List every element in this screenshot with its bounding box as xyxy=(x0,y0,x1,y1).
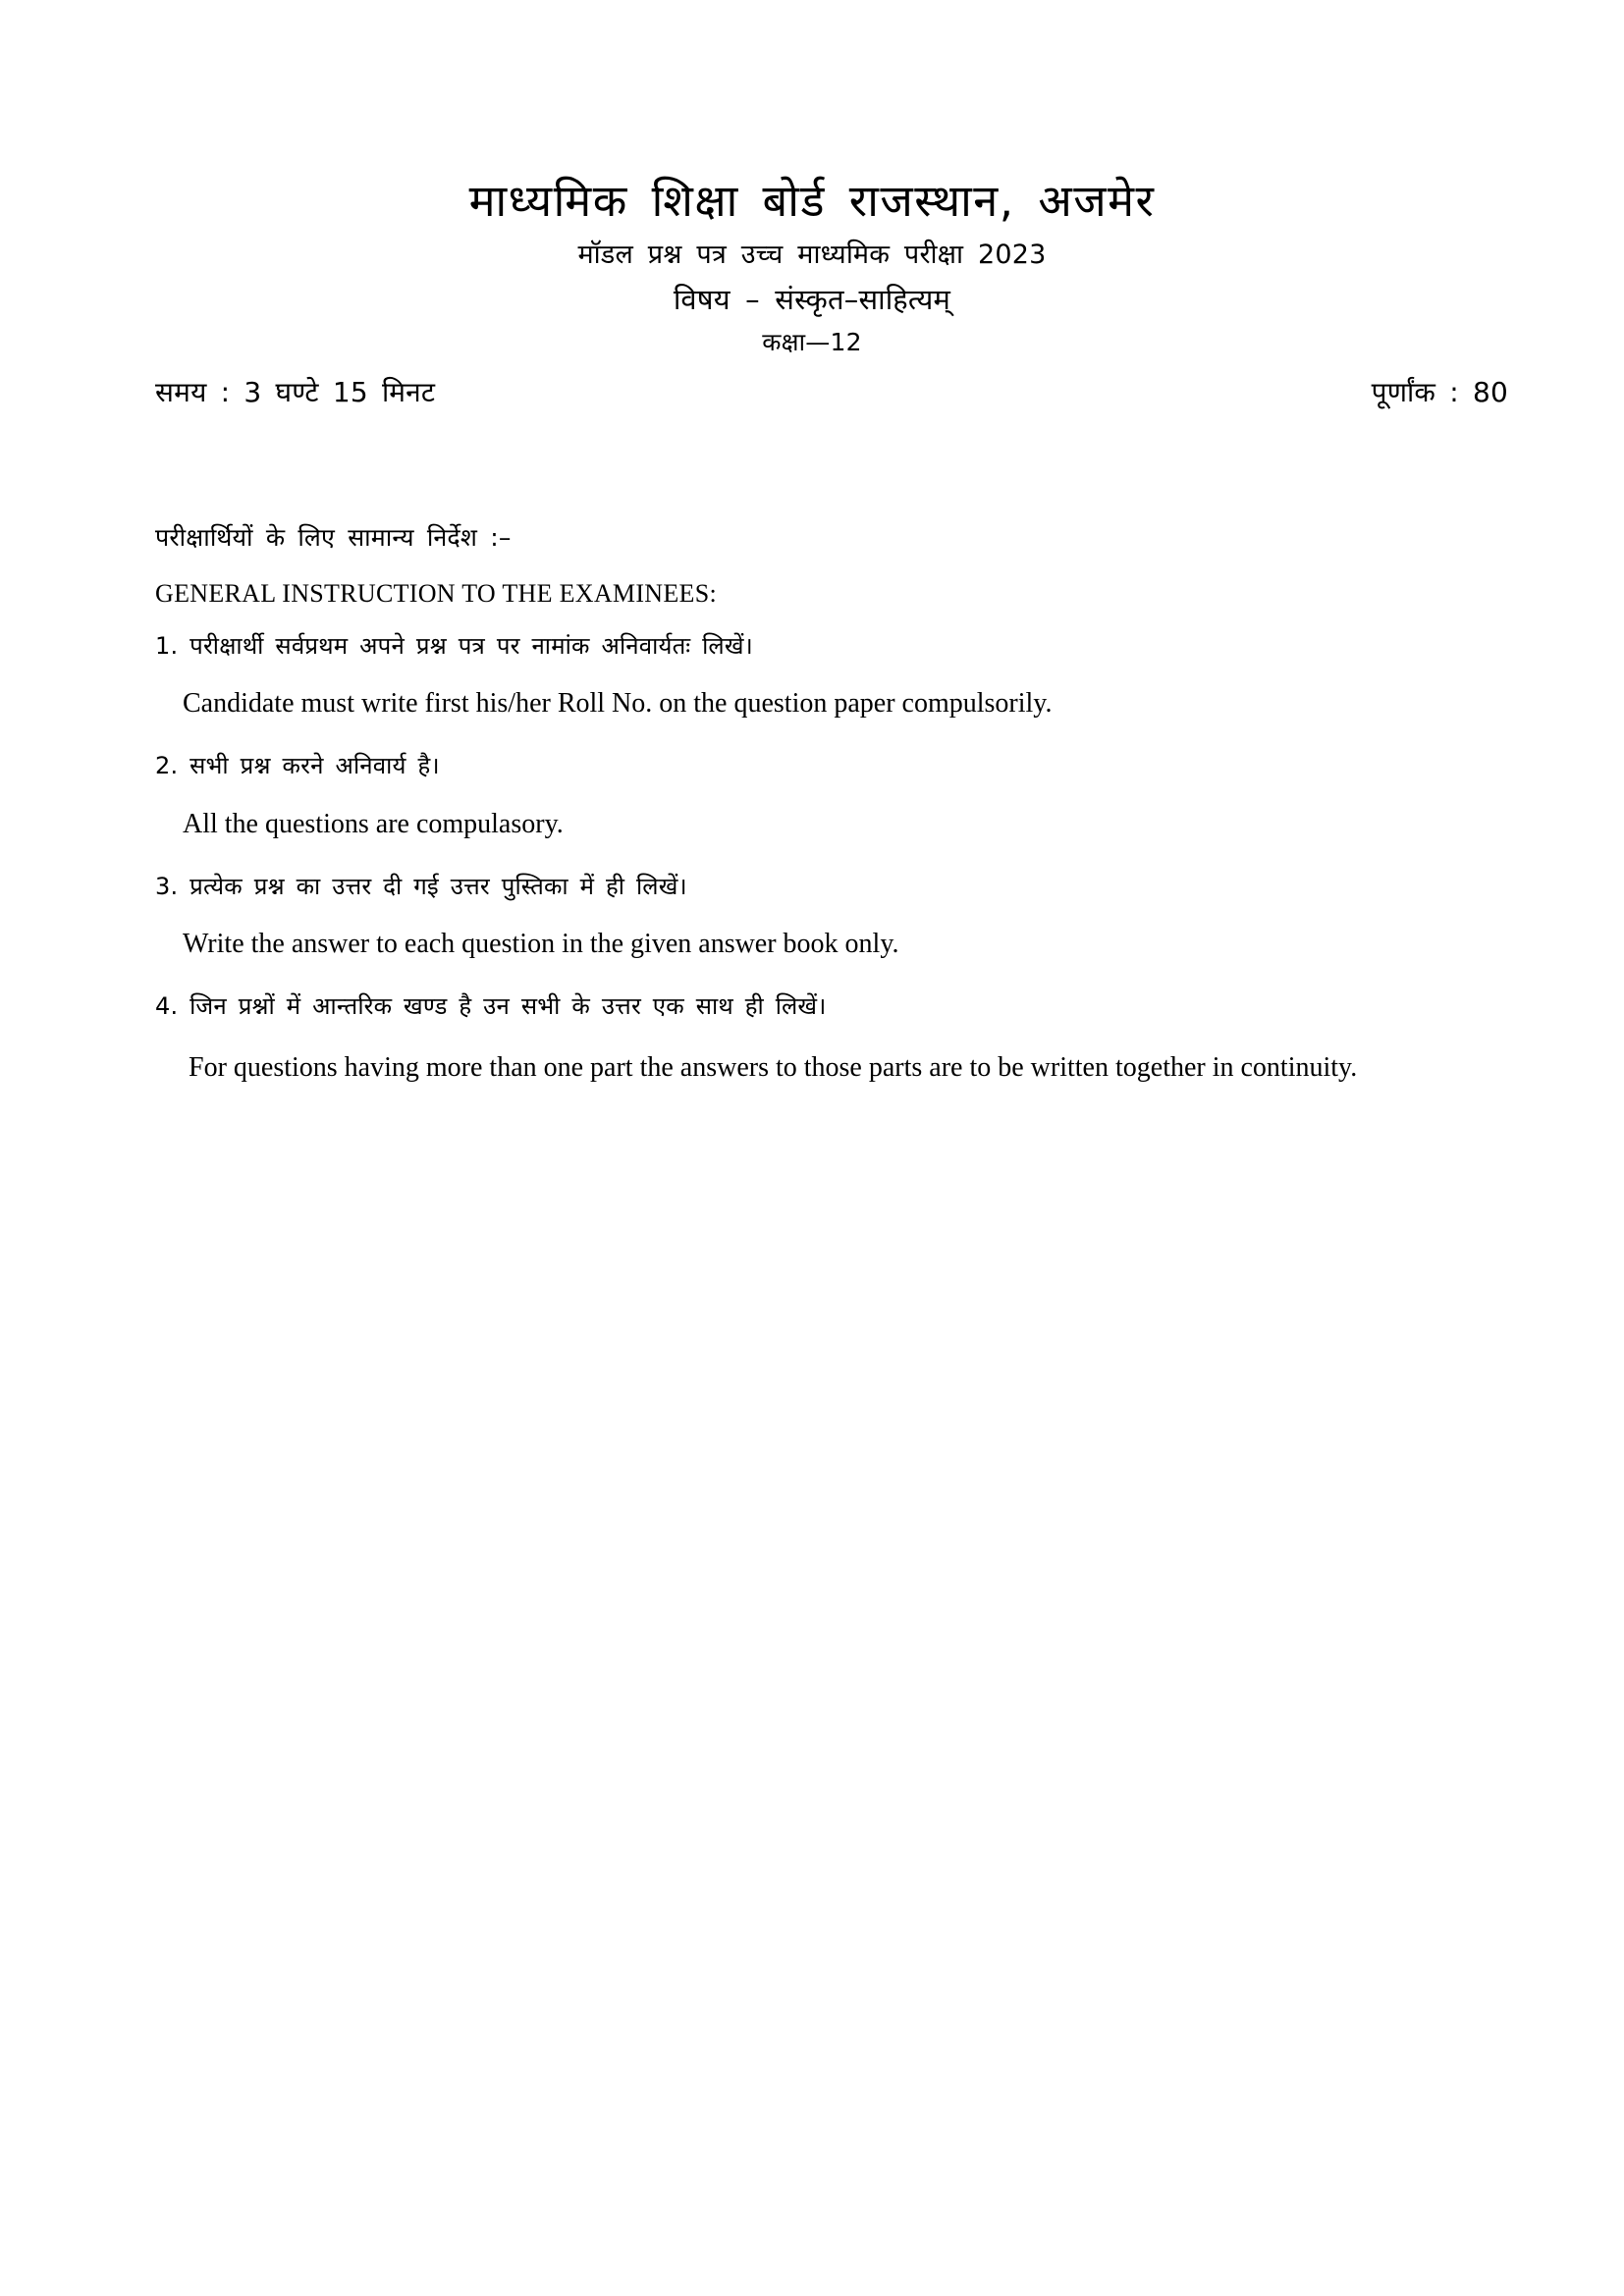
maximum-marks: पूर्णांक : 80 xyxy=(1371,376,1508,409)
subject-line: विषय – संस्कृत–साहित्यम् xyxy=(673,283,951,317)
instructions-heading-hindi: परीक्षार्थियों के लिए सामान्य निर्देश :– xyxy=(155,523,512,553)
instruction-3-english: Write the answer to each question in the given answer book only. xyxy=(183,929,899,960)
instructions-section xyxy=(0,410,1624,1092)
paper-subtitle: मॉडल प्रश्न पत्र उच्च माध्यमिक परीक्षा 2023 xyxy=(577,240,1047,271)
instruction-1-hindi: 1. परीक्षार्थी सर्वप्रथम अपने प्रश्न पत्र पर नामांक अनिवार्यतः लिखें। xyxy=(155,632,753,661)
time-allowed: समय : 3 घण्टे 15 मिनट xyxy=(155,376,436,409)
instructions-heading-english: GENERAL INSTRUCTION TO THE EXAMINEES: xyxy=(155,579,718,609)
instruction-4-english: For questions having more than one part the answers to those parts are to be written together in continuity. xyxy=(189,1051,1358,1083)
instruction-2-hindi: 2. सभी प्रश्न करने अनिवार्य है। xyxy=(155,752,440,780)
instruction-4-hindi: 4. जिन प्रश्नों में आन्तरिक खण्ड है उन सभी के उत्तर एक साथ ही लिखें। xyxy=(155,992,827,1021)
instruction-3-hindi: 3. प्रत्येक प्रश्न का उत्तर दी गई उत्तर पुस्तिका में ही लिखें। xyxy=(155,872,687,900)
instruction-2-english: All the questions are compulasory. xyxy=(183,808,564,839)
paper-header xyxy=(0,0,1624,359)
board-title: माध्यमिक शिक्षा बोर्ड राजस्थान, अजमेर xyxy=(468,175,1156,227)
exam-meta-row xyxy=(0,373,1624,410)
instruction-1-english: Candidate must write first his/her Roll No. on the question paper compulsorily. xyxy=(183,688,1053,720)
class-line: कक्षा—12 xyxy=(762,327,862,356)
